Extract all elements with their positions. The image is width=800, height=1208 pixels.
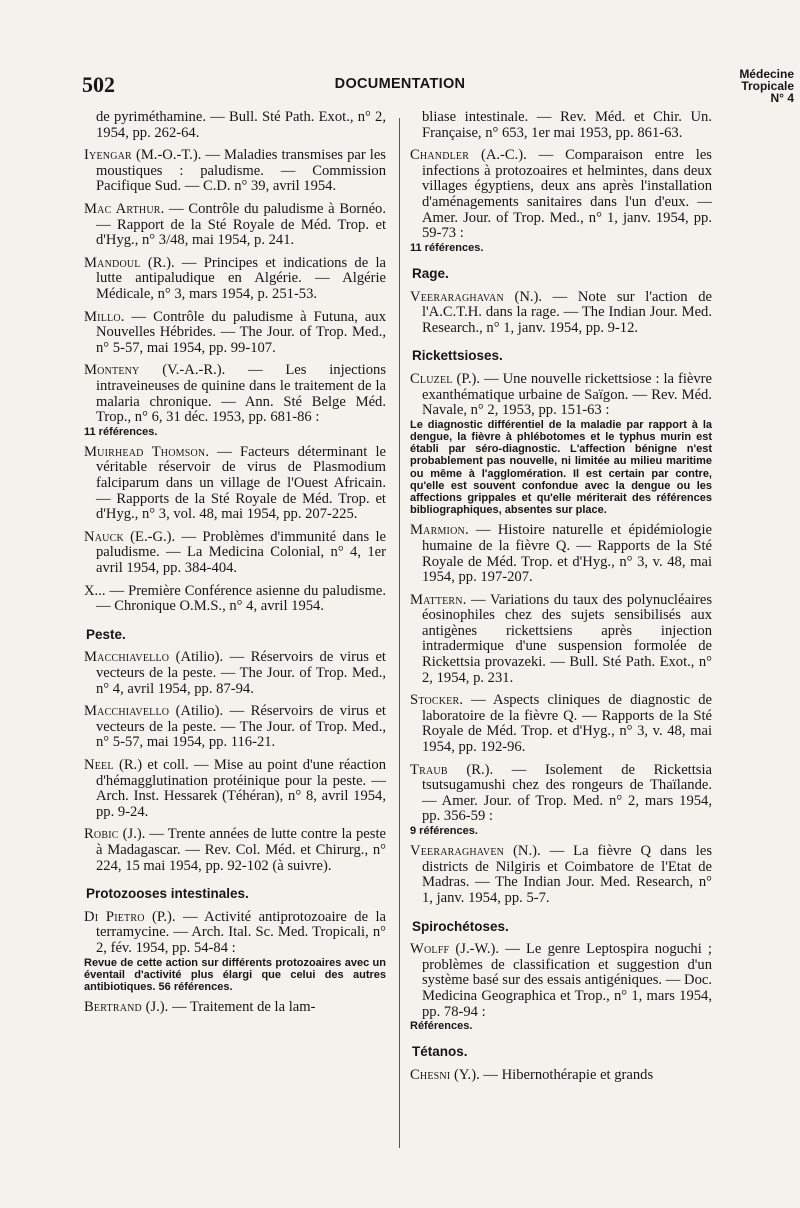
bibliography-entry [84,445,386,523]
entry-text: (M.-O.-T.). — Maladies transmises par les moustiques : paludisme. — Commission Pacifique Sud. — C.D. n° 39, avril 1954. [96,147,386,195]
bibliography-entry [84,148,386,195]
entry-author: Chesni [410,1066,451,1083]
entry-author: Macchiavello [84,649,170,666]
bibliography-entry [84,363,386,438]
journal-tag-line-1: Médecine [739,67,794,81]
entry-author: Traub [410,761,448,778]
bibliography-entry [84,1000,386,1016]
entry-author: Chandler [410,147,470,164]
entry-text: (J.). — Traitement de la lam- [141,999,316,1016]
entry-author: Di Pietro [84,908,145,925]
bibliography-entry [410,763,712,838]
entry-text: . — Variations du taux des polynucléaires éosinophiles chez des sujets sensibilisés aux antigènes rickettsiens après injection intradermique d'une suspension formolée de Rickettsia provazeki. — Bull. Sté Path. Exot., n° 2, 1954, p. 231. [422,591,712,686]
bibliography-entry [410,693,712,755]
entry-text: X... — Première Conférence asienne du paludisme. — Chronique O.M.S., n° 4, avril 1954. [84,582,386,615]
bibliography-entry [84,530,386,577]
entry-text: (P.). — Activité antiprotozoaire de la terramycine. — Arch. Ital. Sc. Med. Tropicali, n° 2, fév. 1954, pp. 54-84 : [96,908,387,956]
entry-text: (Atilio). — Réservoirs de virus et vecteurs de la peste. — The Jour. of Trop. Med., n° 4, avril 1954, pp. 87-94. [96,649,386,697]
entry-author: Marmion [410,522,465,539]
entry-text: (R.) et coll. — Mise au point d'une réaction d'hémagglutination protéinique pour la peste. — Arch. Inst. Hessarek (Téhéran), n° 8, avril 1954, pp. 9-24. [96,756,386,820]
entry-author: Bertrand [84,999,142,1016]
entry-author: Stocker [410,692,460,709]
entry-text: (P.). — Une nouvelle rickettsiose : la fièvre exanthématique urbaine de Saïgon. — Rev. Méd. Navale, n° 2, 1953, pp. 151-63 : [422,370,712,419]
journal-tag-line-3: N° 4 [770,91,794,105]
entry-author: Robic [84,826,119,843]
page-number: 502 [82,72,115,97]
entry-text: . — Contrôle du paludisme à Futuna, aux Nouvelles Hébrides. — The Jour. of Trop. Med., n° 5-57, mai 1954, pp. 99-107. [96,308,386,356]
entry-text: (N.). — La fièvre Q dans les districts de Nilgiris et Coimbatore de l'Etat de Madras. — The Indian Jour. Med. Research, n° 1, janv. 1954, pp. 5-7. [422,843,712,906]
entry-text: (Y.). — Hibernothérapie et grands [450,1066,654,1083]
entry-text: . — Histoire naturelle et épidémiologie humaine de la fièvre Q. — Rapports de la Sté Royale de Méd. Trop. et d'Hyg., n° 3, v. 48, mai 1954, pp. 197-207. [422,522,712,586]
entry-text: . — Contrôle du paludisme à Bornéo. — Rapport de la Sté Royale de Méd. Trop. et d'Hyg., n° 3/48, mai 1954, p. 241. [96,200,386,249]
bibliography-entry [410,148,712,254]
left-column [84,110,386,1023]
entry-text: (E.-G.). — Problèmes d'immunité dans le paludisme. — La Medicina Colonial, n° 4, 1er avril 1954, pp. 384-404. [96,528,386,577]
entry-author: Veeraraghaven [410,843,505,860]
bibliography-entry [410,290,712,337]
entry-note: 9 références. [410,825,478,838]
entry-note: Le diagnostic différentiel de la maladie par rapport à la dengue, la fièvre à phlébotomes et le typhus murin est établi par séro-diagnostic. L'affection bénigne n'est probablement pas nouvelle, ni limitée au milieu maritime ou même à l'agglomération. Il est certain par contre, qu'elle est souvent confondue avec la dengue ou les affections grippales et qu'elle mériterait des références bibliographiques, absentes sur place. [410,418,712,517]
entry-author: Millo [84,308,121,325]
entry-text: bliase intestinale. — Rev. Méd. et Chir. Un. Française, n° 653, 1er mai 1953, pp. 861-63. [422,109,712,141]
entry-author: Wolff [410,941,450,958]
entry-note: 11 références. [84,425,158,438]
entry-author: Cluzel [410,370,453,387]
section-heading: Peste. [86,626,126,642]
bibliography-entry [410,523,712,585]
entry-note: Références. [410,1020,473,1033]
bibliography-entry [410,844,712,906]
bibliography-entry [84,704,386,751]
section-heading: Spirochétoses. [412,918,509,934]
running-head: DOCUMENTATION [334,76,466,92]
bibliography-entry [84,910,386,993]
section-heading: Tétanos. [412,1044,468,1060]
right-column [410,110,712,1091]
entry-author: Mattern [410,591,463,608]
entry-author: Nauck [84,528,124,545]
entry-author: Mac Arthur [84,200,161,217]
entry-text: . — Facteurs déterminant le véritable réservoir de virus de Plasmodium falciparum dans un village de l'Ouest Africain. — Rapports de la Sté Royale de Méd. Trop. et d'Hyg., n° 3, vol. 48, mai 1954, pp. 207-225. [96,443,387,523]
bibliography-entry [84,584,386,615]
entry-author: Iyengar [84,147,132,164]
bibliography-entry [84,110,386,141]
bibliography-entry [410,942,712,1032]
entry-author: Neel [84,756,114,773]
bibliography-entry [410,593,712,687]
journal-tag [739,68,794,104]
entry-author: Muirhead Thomson [84,443,206,460]
entry-text: (J.). — Trente années de lutte contre la peste à Madagascar. — Rev. Col. Méd. et Chirurg., n° 224, 15 mai 1954, pp. 92-102 (à suivre). [96,826,386,874]
bibliography-entry [84,310,386,357]
bibliography-entry [84,827,386,874]
section-heading: Protozooses intestinales. [86,886,249,902]
section-heading: Rage. [412,265,449,281]
entry-text: (J.-W.). — Le genre Leptospira noguchi ; problèmes de classification et suggestion d'un système basé sur des essais antigéniques. — Doc. Medicina Geographica et Trop., n° 1, mars 1954, pp. 78-94 : [422,941,712,1020]
bibliography-entry [410,372,712,516]
entry-text: (Atilio). — Réservoirs de virus et vecteurs de la peste. — The Jour. of Trop. Med., n° 5-57, mai 1954, pp. 116-21. [96,703,386,751]
entry-text: (V.-A.-R.). — Les injections intraveineuses de quinine dans le traitement de la malaria chronique. — Ann. Sté Belge Méd. Trop., n° 6, 31 déc. 1953, pp. 681-86 : [96,362,386,426]
entry-author: Monteny [84,362,140,379]
section-heading: Rickettsioses. [412,348,503,364]
column-divider [399,118,400,1148]
entry-text: (N.). — Note sur l'action de l'A.C.T.H. dans la rage. — The Indian Jour. Med. Research., n° 1, janv. 1954, pp. 9-12. [422,288,712,336]
entry-text: . — Aspects cliniques de diagnostic de laboratoire de la fièvre Q. — Rapports de la Sté Royale de Méd. Trop. et d'Hyg., n° 3, v. 48, mai 1954, pp. 192-96. [422,692,712,756]
entry-text: (R.). — Principes et indications de la lutte antipaludique en Algérie. — Algérie Médicale, n° 3, mars 1954, p. 251-53. [96,254,386,302]
bibliography-entry [410,110,712,141]
journal-tag-line-2: Tropicale [741,79,794,93]
bibliography-entry [84,256,386,303]
entry-text: (A.-C.). — Comparaison entre les infections à protozoaires et helmintes, dans deux villages égyptiens, deux ans après l'installation d'aménagements sanitaires dans l'un d'eux. — Amer. Jour. of Trop. Med., n° 1, janv. 1954, pp. 59-73 : [422,147,712,242]
bibliography-entry [84,202,386,249]
entry-author: Mandoul [84,254,141,271]
entry-text: (R.). — Isolement de Rickettsia tsutsugamushi chez des rongeurs de Thaïlande. — Amer. Jour. of Trop. Med. n° 2, mars 1954, pp. 356-59 : [422,761,712,825]
bibliography-entry [84,758,386,820]
bibliography-entry [84,650,386,697]
bibliography-entry [410,1068,712,1084]
entry-note: 11 références. [410,241,484,254]
entry-text: de pyriméthamine. — Bull. Sté Path. Exot., n° 2, 1954, pp. 262-64. [96,109,386,141]
entry-author: Veeraraghavan [410,288,504,305]
entry-note: Revue de cette action sur différents protozoaires avec un éventail d'activité plus élargi que celui des autres antibiotiques. 56 références. [84,956,386,993]
entry-author: Macchiavello [84,703,170,720]
